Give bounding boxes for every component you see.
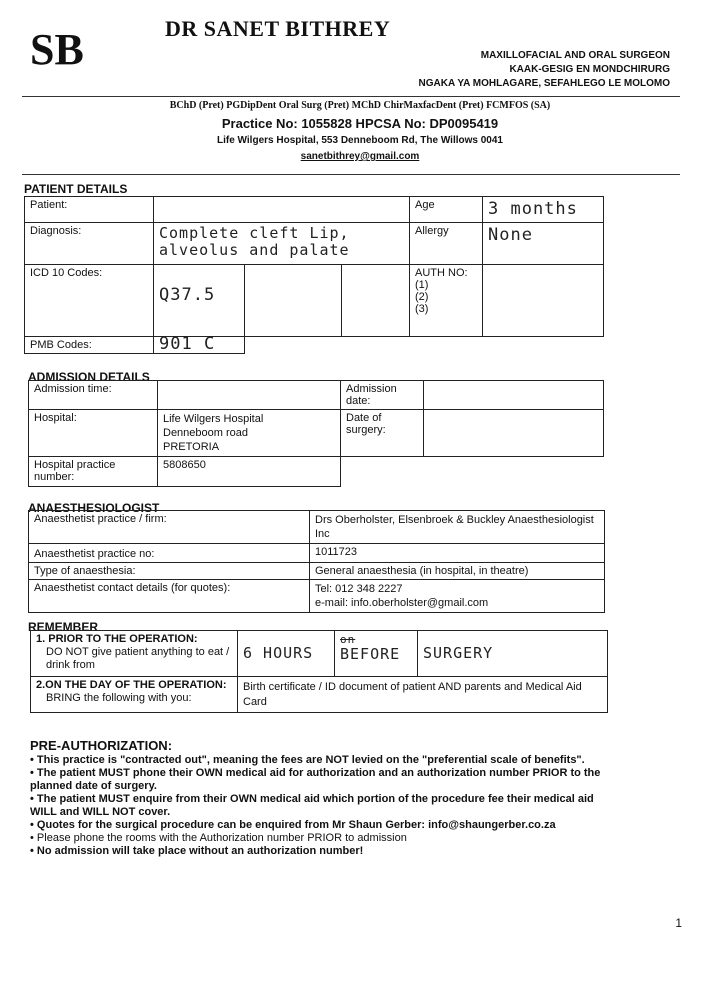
day-of-operation-text: BRING the following with you: [46,692,192,704]
pre-auth-bullet-5-text: Please phone the rooms with the Authorization number PRIOR to admission [36,832,407,844]
remember-table [30,630,608,713]
anaesthetist-practice-no-field[interactable]: 1011723 [310,544,605,563]
admission-details-title: ADMISSION DETAILS [28,370,150,384]
surgery-date-field[interactable] [424,410,604,457]
pre-authorization-title: PRE-AUTHORIZATION: [30,738,173,753]
anaesthetist-contact-label: Anaesthetist contact details (for quotes): [29,580,310,613]
fasting-before-field: BEFORE [340,645,401,663]
pre-authorization-list [30,754,620,858]
remember-title: REMEMBER [28,620,99,634]
pre-auth-bullet-3-text: The patient MUST enquire from their OWN medical aid which portion of the procedure fee their medical aid WILL and WILL NOT cover. [30,793,594,818]
speciality-sotho: NGAKA YA MOHLAGARE, SEFAHLEGO LE MOLOMO [418,78,670,89]
practice-address: Life Wilgers Hospital, 553 Denneboom Rd, The Willows 0041 [217,135,503,146]
pre-auth-bullet-1: • This practice is "contracted out", meaning the fees are NOT levied on the "preferential scale of benefits". [30,754,585,766]
anaesthetist-firm-field[interactable]: Drs Oberholster, Elsenbroek & Buckley Anaesthesiologist Inc [310,511,605,544]
prior-operation-title: 1. PRIOR TO THE OPERATION: [36,633,198,645]
anaesthesia-type-label: Type of anaesthesia: [29,563,310,580]
pre-auth-bullet-4: • Quotes for the surgical procedure can be enquired from Mr Shaun Gerber: info@shaungerber.co.za [30,819,556,831]
age-label: Age [410,197,483,223]
admission-date-label: Admission date: [341,381,424,410]
age-field[interactable]: 3 months [483,197,604,223]
qualifications: BChD (Pret) PGDipDent Oral Surg (Pret) MChD ChirMaxfacDent (Pret) FCMFOS (SA) [169,100,551,111]
anaesthetist-firm-label: Anaesthetist practice / firm: [29,511,310,544]
hospital-city: PRETORIA [163,441,220,453]
speciality-english: MAXILLOFACIAL AND ORAL SURGEON [480,50,670,61]
anaesthesiologist-table [28,510,605,613]
icd-codes-label: ICD 10 Codes: [25,265,154,337]
pre-auth-bullet-6-text: No admission will take place without an authorization number! [36,845,364,857]
admission-time-field[interactable] [158,381,341,410]
diagnosis-field[interactable]: Complete cleft Lip, alveolus and palate [154,223,410,265]
hospital-street: Denneboom road [163,427,249,439]
hospital-label: Hospital: [29,410,158,457]
admission-details-table [28,380,604,487]
anaesthetist-email[interactable]: e-mail: info.oberholster@gmail.com [315,597,489,609]
pmb-codes-field[interactable]: 901 C [154,337,245,354]
pre-auth-bullet-5: • Please phone the rooms with the Authorization number PRIOR to admission [30,832,407,844]
pre-auth-bullet-3: • The patient MUST enquire from their OWN medical aid which portion of the procedure fee their medical aid WILL and WILL NOT cover. [30,793,594,818]
patient-details-table [24,196,604,354]
anaesthetist-practice-no-label: Anaesthetist practice no: [29,544,310,563]
auth-number-field[interactable] [483,265,604,337]
hospital-name: Life Wilgers Hospital [163,413,264,425]
pre-auth-bullet-2-text: The patient MUST phone their OWN medical aid for authorization and an authorization number PRIOR to the planned date of surgery. [30,767,601,792]
hospital-practice-field[interactable]: 5808650 [158,457,341,487]
page-number: 1 [675,916,682,930]
practice-logo [28,18,84,76]
anaesthetist-tel: Tel: 012 348 2227 [315,583,403,595]
icd-codes-field-3[interactable] [342,265,410,337]
allergy-field[interactable]: None [483,223,604,265]
anaesthesiologist-title: ANAESTHESIOLOGIST [28,501,160,515]
pre-auth-bullet-4-text: Quotes for the surgical procedure can be enquired from Mr Shaun Gerber: info@shaungerber.co.za [36,819,556,831]
speciality-block [419,49,671,91]
pre-auth-bullet-6: • No admission will take place without an authorization number! [30,845,364,857]
auth-number-2: (2) [415,291,429,303]
fasting-hours-field[interactable]: 6 HOURS [238,631,335,677]
patient-label: Patient: [25,197,154,223]
surgery-date-label: Date of surgery: [341,410,424,457]
patient-field[interactable] [154,197,410,223]
header-bottom-divider [22,174,680,175]
anaesthesia-type-field[interactable]: General anaesthesia (in hospital, in theatre) [310,563,605,580]
practice-number: Practice No: 1055828 HPCSA No: DP0095419 [221,116,499,131]
admission-date-field[interactable] [424,381,604,410]
pre-auth-bullet-2: • The patient MUST phone their OWN medical aid for authorization and an authorization number PRIOR to the planned date of surgery. [30,767,601,792]
struck-text: on [340,633,356,646]
auth-number-label: AUTH NO: [415,267,468,279]
hospital-practice-label: Hospital practice number: [29,457,158,487]
pmb-codes-label: PMB Codes: [25,337,154,354]
day-of-operation-cell [31,677,238,713]
prior-operation-cell [31,631,238,677]
admission-time-label: Admission time: [29,381,158,410]
header-divider [22,96,680,97]
hospital-field[interactable] [158,410,341,457]
pmb-spacer [245,337,604,354]
prior-operation-text: DO NOT give patient anything to eat / drink from [46,646,230,671]
speciality-afrikaans: KAAK-GESIG EN MONDCHIRURG [509,64,670,75]
logo-text: SB [30,25,84,74]
doctor-name: DR SANET BITHREY [165,16,391,41]
icd-codes-field-2[interactable] [245,265,342,337]
auth-number-1: (1) [415,279,429,291]
allergy-label: Allergy [410,223,483,265]
admission-spacer [341,457,604,487]
icd-codes-field[interactable]: Q37.5 [154,265,245,337]
practice-email-link[interactable]: sanetbithrey@gmail.com [300,151,420,162]
patient-details-title: PATIENT DETAILS [24,182,128,196]
pre-auth-bullet-1-text: This practice is "contracted out", meaning the fees are NOT levied on the "preferential scale of benefits". [36,754,585,766]
diagnosis-label: Diagnosis: [25,223,154,265]
bring-documents-field[interactable]: Birth certificate / ID document of patient AND parents and Medical Aid Card [238,677,608,713]
day-of-operation-title: 2.ON THE DAY OF THE OPERATION: [36,679,227,691]
fasting-before-cell[interactable] [335,631,418,677]
fasting-surgery-field[interactable]: SURGERY [418,631,608,677]
auth-number-cell [410,265,483,337]
anaesthetist-contact-field[interactable] [310,580,605,613]
auth-number-3: (3) [415,303,429,315]
